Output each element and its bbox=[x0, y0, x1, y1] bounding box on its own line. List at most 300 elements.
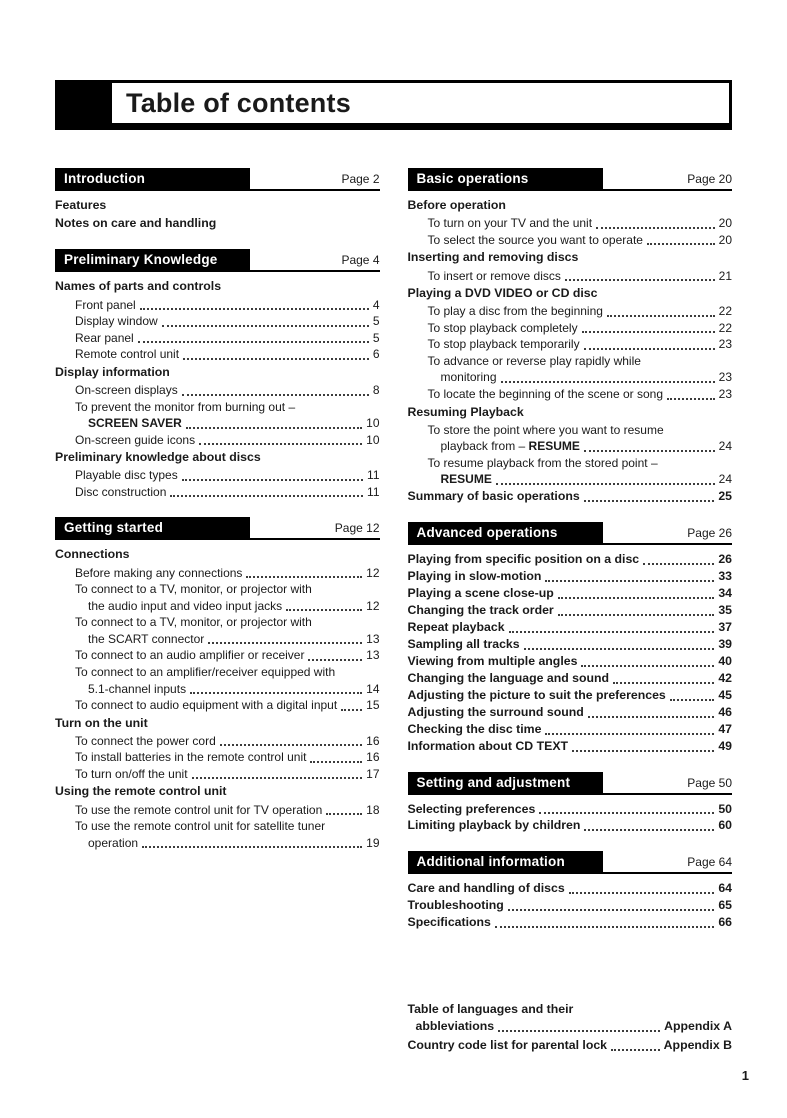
toc-entry-text: 5.1-channel inputs bbox=[88, 681, 187, 696]
toc-entry-label bbox=[75, 484, 166, 501]
toc-entry-row bbox=[75, 467, 380, 484]
dotted-leader bbox=[508, 909, 714, 911]
toc-entry-label bbox=[75, 346, 179, 363]
toc-entry bbox=[408, 455, 733, 488]
toc-entry bbox=[408, 738, 733, 755]
dotted-leader bbox=[310, 761, 362, 763]
toc-entry-text: Information about CD TEXT bbox=[407, 738, 569, 753]
dotted-leader bbox=[558, 597, 715, 599]
toc-entry-text: operation bbox=[88, 835, 139, 850]
toc-entry-text: To select the source you want to operate bbox=[427, 232, 643, 247]
toc-entry-page: 18 bbox=[366, 802, 380, 817]
toc-entry bbox=[408, 232, 733, 249]
dotted-leader bbox=[190, 692, 362, 694]
toc-entry-line1: Table of languages and their bbox=[407, 1002, 574, 1017]
toc-entry-text: Before making any connections bbox=[75, 565, 243, 580]
toc-entry-text: Troubleshooting bbox=[407, 898, 504, 913]
section-page-label: Page 12 bbox=[334, 521, 380, 536]
dotted-leader bbox=[326, 813, 362, 815]
dotted-leader bbox=[140, 308, 369, 310]
section-header bbox=[55, 249, 380, 272]
toc-entry-row bbox=[75, 766, 380, 783]
toc-entry-text: To play a disc from the beginning bbox=[427, 304, 603, 319]
toc-entry bbox=[55, 614, 380, 647]
toc-entry-label bbox=[428, 268, 561, 285]
toc-entry-page: 23 bbox=[718, 370, 732, 385]
toc-entry-page: 21 bbox=[718, 268, 732, 283]
toc-entry-page: 65 bbox=[718, 898, 732, 913]
dotted-leader bbox=[584, 500, 715, 502]
toc-entry bbox=[408, 801, 733, 818]
toc-entry bbox=[55, 467, 380, 484]
toc-entry bbox=[55, 818, 380, 851]
toc-entry bbox=[55, 432, 380, 449]
toc-entry bbox=[408, 320, 733, 337]
dotted-leader bbox=[539, 812, 714, 814]
toc-entry bbox=[408, 817, 733, 834]
dotted-leader bbox=[501, 381, 715, 383]
toc-entry-row bbox=[408, 653, 733, 670]
dotted-leader bbox=[509, 631, 715, 633]
dotted-leader bbox=[182, 394, 369, 396]
section-title-bar: Advanced operations bbox=[408, 522, 603, 543]
toc-entry-text: To stop playback completely bbox=[427, 320, 578, 335]
section-title-bar: Basic operations bbox=[408, 168, 603, 189]
toc-heading: Playing a DVD VIDEO or CD disc bbox=[407, 286, 598, 301]
toc-entry-page: 19 bbox=[366, 835, 380, 850]
dotted-leader bbox=[162, 325, 369, 327]
toc-entry-page: 50 bbox=[718, 801, 732, 816]
toc-entry-label bbox=[408, 1037, 608, 1054]
dotted-leader bbox=[572, 750, 714, 752]
toc-entry-row bbox=[428, 268, 733, 285]
dotted-leader bbox=[584, 829, 714, 831]
toc-entry-page: 39 bbox=[718, 636, 732, 651]
toc-entry-page: Appendix A bbox=[664, 1019, 732, 1034]
dotted-leader bbox=[341, 709, 362, 711]
toc-entry-row bbox=[408, 897, 733, 914]
toc-heading: Resuming Playback bbox=[407, 404, 524, 419]
toc-entry-label bbox=[88, 835, 138, 852]
dotted-leader bbox=[183, 358, 369, 360]
toc-entry-text: To use the remote control unit for TV operation bbox=[75, 802, 323, 817]
dotted-leader bbox=[565, 279, 715, 281]
toc-entry-label bbox=[408, 670, 610, 687]
toc-entry-page: Appendix B bbox=[663, 1038, 732, 1053]
toc-entry bbox=[408, 880, 733, 897]
toc-entry-page: 5 bbox=[372, 330, 380, 345]
toc-entry-page: 49 bbox=[718, 738, 732, 753]
toc-entry-page: 13 bbox=[366, 631, 380, 646]
toc-right-sections bbox=[408, 168, 733, 931]
toc-entry-row bbox=[75, 415, 380, 432]
toc-entry-row bbox=[428, 320, 733, 337]
toc-entry-text: Changing the language and sound bbox=[407, 670, 610, 685]
toc-entry-page: 14 bbox=[366, 681, 380, 696]
section-title-bar: Additional information bbox=[408, 851, 603, 872]
toc-entry-page: 40 bbox=[718, 653, 732, 668]
toc-entry-text: Limiting playback by children bbox=[407, 818, 581, 833]
toc-entry bbox=[55, 484, 380, 501]
toc-entry-label bbox=[408, 817, 581, 834]
dotted-leader bbox=[584, 348, 715, 350]
toc-entry-label bbox=[408, 801, 536, 818]
toc-entry-page: 66 bbox=[718, 915, 732, 930]
toc-entry bbox=[408, 1037, 733, 1054]
section-title-bar: Introduction bbox=[55, 168, 250, 189]
dotted-leader bbox=[246, 576, 362, 578]
toc-entry bbox=[55, 382, 380, 399]
toc-entry-label bbox=[75, 313, 158, 330]
dotted-leader bbox=[584, 450, 715, 452]
toc-heading: Inserting and removing discs bbox=[407, 250, 579, 265]
toc-section bbox=[408, 772, 733, 835]
toc-entry bbox=[408, 353, 733, 386]
dotted-leader bbox=[192, 777, 363, 779]
toc-entry-label bbox=[408, 738, 569, 755]
toc-entry-label bbox=[88, 598, 282, 615]
toc-entry-page: 64 bbox=[718, 881, 732, 896]
toc-entry-label bbox=[428, 303, 603, 320]
toc-entry-row bbox=[75, 631, 380, 648]
toc-entry-row bbox=[408, 551, 733, 568]
dotted-leader bbox=[588, 716, 715, 718]
toc-entry bbox=[55, 697, 380, 714]
toc-heading: Using the remote control unit bbox=[55, 784, 227, 799]
toc-entry-row bbox=[408, 817, 733, 834]
toc-entry-text: Remote control unit bbox=[75, 347, 180, 362]
toc-section bbox=[55, 249, 380, 500]
section-page-label: Page 2 bbox=[341, 172, 380, 186]
toc-entry-text: monitoring bbox=[440, 370, 497, 385]
toc-entry-text: Playing a scene close-up bbox=[407, 585, 554, 600]
toc-entry-text: Sampling all tracks bbox=[407, 636, 520, 651]
toc-entry-page: 16 bbox=[366, 750, 380, 765]
toc-entry-label bbox=[428, 386, 664, 403]
toc-heading: Before operation bbox=[407, 198, 506, 212]
toc-entry bbox=[55, 664, 380, 697]
toc-entry-row bbox=[75, 647, 380, 664]
section-header bbox=[55, 517, 380, 540]
section-header bbox=[408, 851, 733, 874]
dotted-leader bbox=[220, 744, 362, 746]
dotted-leader bbox=[495, 926, 714, 928]
toc-entry-row bbox=[408, 914, 733, 931]
toc-entry-label bbox=[408, 619, 505, 636]
toc-entry-line1: To store the point where you want to resume bbox=[427, 422, 664, 437]
toc-entry-row bbox=[408, 585, 733, 602]
dotted-leader bbox=[170, 495, 363, 497]
dotted-leader bbox=[498, 1030, 660, 1032]
dotted-leader bbox=[208, 642, 362, 644]
section-header bbox=[408, 522, 733, 545]
toc-entry-page: 26 bbox=[718, 551, 732, 566]
toc-entry-page: 35 bbox=[718, 602, 732, 617]
toc-entry-label bbox=[408, 914, 491, 931]
toc-entry-label bbox=[408, 687, 666, 704]
header-black-block bbox=[58, 83, 112, 123]
toc-entry-page: 37 bbox=[718, 619, 732, 634]
toc-entry-line1: To resume playback from the stored point – bbox=[427, 455, 658, 470]
toc-entry-label bbox=[441, 438, 580, 455]
toc-entry-text: To turn on/off the unit bbox=[75, 766, 188, 781]
toc-entry-row bbox=[428, 303, 733, 320]
dotted-leader bbox=[186, 427, 362, 429]
toc-entry-label bbox=[88, 415, 182, 432]
section-page-label: Page 50 bbox=[687, 775, 732, 790]
toc-entry-page: 4 bbox=[372, 297, 380, 312]
toc-entry bbox=[55, 297, 380, 314]
toc-entry-text: Viewing from multiple angles bbox=[407, 653, 578, 668]
toc-entry-line1: To advance or reverse play rapidly while bbox=[427, 353, 641, 368]
toc-entry-row bbox=[428, 438, 733, 455]
toc-entry-page: 22 bbox=[718, 320, 732, 335]
dotted-leader bbox=[142, 846, 362, 848]
page-header bbox=[55, 80, 732, 130]
toc-entry bbox=[408, 303, 733, 320]
toc-entry-row bbox=[428, 471, 733, 488]
toc-entry bbox=[408, 1001, 733, 1035]
toc-entry-label bbox=[75, 565, 242, 582]
toc-entry-line1: To connect to a TV, monitor, or projector with bbox=[75, 615, 312, 630]
toc-appendix bbox=[408, 1001, 733, 1054]
toc-entry-label bbox=[441, 369, 497, 386]
toc-entry-label bbox=[75, 697, 337, 714]
dotted-leader bbox=[670, 699, 715, 701]
toc-entry-row bbox=[428, 336, 733, 353]
toc-entry-label bbox=[408, 897, 504, 914]
toc-entry-label bbox=[408, 653, 578, 670]
toc-entry-row bbox=[408, 738, 733, 755]
toc-entry bbox=[408, 215, 733, 232]
section-title-bar: Getting started bbox=[55, 517, 250, 538]
toc-entry bbox=[55, 733, 380, 750]
toc-entry-line1: To connect to a TV, monitor, or projector with bbox=[75, 582, 312, 597]
toc-entry-label bbox=[75, 647, 304, 664]
section-page-label: Page 20 bbox=[687, 172, 732, 186]
toc-entry-text: Repeat playback bbox=[407, 619, 505, 634]
toc-entry-label bbox=[408, 721, 542, 738]
toc-entry-text: To connect to an audio amplifier or receiver bbox=[75, 648, 305, 663]
toc-entry-label bbox=[75, 802, 322, 819]
toc-entry-line1: To use the remote control unit for satellite tuner bbox=[75, 819, 326, 834]
toc-entry-text: Checking the disc time bbox=[407, 721, 542, 736]
toc-entry bbox=[408, 386, 733, 403]
toc-entry-text: Specifications bbox=[407, 915, 491, 930]
toc-entry bbox=[55, 346, 380, 363]
toc-entry-text: Playing from specific position on a disc bbox=[407, 551, 640, 566]
section-page-label: Page 4 bbox=[341, 253, 380, 268]
toc-entry-text: To insert or remove discs bbox=[427, 268, 561, 283]
toc-entry bbox=[408, 687, 733, 704]
toc-entry-label bbox=[441, 471, 492, 488]
toc-entry-text: To connect the power cord bbox=[75, 733, 216, 748]
toc-entry-label bbox=[408, 602, 554, 619]
toc-entry bbox=[408, 653, 733, 670]
toc-entry bbox=[408, 704, 733, 721]
dotted-leader bbox=[647, 243, 715, 245]
toc-entry-page: 23 bbox=[718, 337, 732, 352]
toc-entry bbox=[55, 581, 380, 614]
section-title-bar: Setting and adjustment bbox=[408, 772, 603, 793]
toc-entry bbox=[55, 766, 380, 783]
toc-entry bbox=[55, 330, 380, 347]
toc-entry-page: 16 bbox=[366, 733, 380, 748]
toc-section bbox=[55, 168, 380, 232]
toc-entry-line1: To connect to an amplifier/receiver equipped with bbox=[75, 664, 336, 679]
toc-entry-page: 15 bbox=[366, 698, 380, 713]
toc-entry-label bbox=[88, 681, 186, 698]
toc-heading: Names of parts and controls bbox=[55, 279, 222, 294]
toc-entry-row bbox=[408, 687, 733, 704]
toc-entry-page: 17 bbox=[366, 766, 380, 781]
toc-entry-label bbox=[408, 551, 640, 568]
dotted-leader bbox=[138, 341, 369, 343]
toc-entry-label bbox=[408, 704, 584, 721]
toc-entry-row bbox=[408, 721, 733, 738]
toc-entry-text: the audio input and video input jacks bbox=[88, 598, 283, 613]
toc-entry-row bbox=[75, 297, 380, 314]
toc-entry-line1: To prevent the monitor from burning out – bbox=[75, 399, 296, 414]
toc-entry-text: Adjusting the picture to suit the preferences bbox=[407, 687, 666, 702]
toc-entry bbox=[55, 313, 380, 330]
dotted-leader bbox=[308, 659, 362, 661]
toc-entry-row bbox=[428, 369, 733, 386]
toc-entry-label bbox=[428, 215, 593, 232]
toc-entry-text: Disc construction bbox=[75, 484, 167, 499]
toc-entry-label bbox=[88, 631, 204, 648]
toc-entry-row bbox=[428, 232, 733, 249]
toc-entry-label bbox=[75, 382, 178, 399]
toc-entry-row bbox=[75, 598, 380, 615]
toc-entry-page: 46 bbox=[718, 704, 732, 719]
dotted-leader bbox=[613, 682, 714, 684]
toc-entry bbox=[408, 897, 733, 914]
toc-entry-text: Care and handling of discs bbox=[407, 881, 565, 896]
toc-entry-page: 23 bbox=[718, 386, 732, 401]
toc-entry-bold-text: SCREEN SAVER bbox=[88, 416, 182, 431]
toc-entry-label bbox=[428, 320, 578, 337]
toc-entry-label bbox=[408, 585, 554, 602]
toc-entry-page: 13 bbox=[366, 648, 380, 663]
toc-entry-page: 12 bbox=[366, 565, 380, 580]
toc-entry-text: Display window bbox=[75, 314, 158, 329]
toc-entry-page: 25 bbox=[718, 488, 732, 503]
section-header bbox=[408, 168, 733, 191]
toc-entry bbox=[55, 749, 380, 766]
toc-entry-text: Summary of basic operations bbox=[407, 488, 580, 503]
dotted-leader bbox=[643, 563, 714, 565]
toc-entry-text: On-screen guide icons bbox=[75, 432, 196, 447]
toc-entry bbox=[408, 619, 733, 636]
toc-entry-label bbox=[428, 336, 580, 353]
toc-entry-label bbox=[428, 232, 643, 249]
toc-entry-row bbox=[428, 386, 733, 403]
toc-entry-text: To turn on your TV and the unit bbox=[427, 216, 593, 231]
toc-left-column bbox=[55, 168, 380, 1056]
toc-entry-label bbox=[75, 749, 306, 766]
section-page-label: Page 64 bbox=[687, 855, 732, 870]
toc-entry-label bbox=[408, 488, 580, 505]
dotted-leader bbox=[545, 580, 714, 582]
toc-entry-text: Playing in slow-motion bbox=[407, 568, 542, 583]
toc-entry bbox=[55, 565, 380, 582]
toc-entry-label bbox=[75, 297, 136, 314]
toc-entry-page: 6 bbox=[372, 347, 380, 362]
toc-entry-row bbox=[75, 484, 380, 501]
toc-entry-row bbox=[75, 802, 380, 819]
dotted-leader bbox=[607, 315, 715, 317]
toc-entry-row bbox=[408, 670, 733, 687]
toc-entry-label bbox=[408, 636, 520, 653]
toc-entry-label bbox=[408, 568, 542, 585]
dotted-leader bbox=[582, 331, 715, 333]
toc-section bbox=[408, 851, 733, 931]
toc-entry-row bbox=[75, 697, 380, 714]
section-title-bar: Preliminary Knowledge bbox=[55, 249, 250, 270]
toc-entry-page: 60 bbox=[718, 818, 732, 833]
toc-entry-bold-text: RESUME bbox=[440, 472, 492, 487]
dotted-leader bbox=[581, 665, 714, 667]
toc-entry-label bbox=[408, 880, 565, 897]
toc-entry bbox=[408, 268, 733, 285]
toc-entry bbox=[55, 399, 380, 432]
toc-entry-text: Changing the track order bbox=[407, 602, 554, 617]
toc-entry-text: Selecting preferences bbox=[407, 801, 536, 816]
toc-section bbox=[408, 168, 733, 505]
toc-entry-text: Country code list for parental lock bbox=[407, 1038, 608, 1053]
toc-entry-page: 45 bbox=[718, 687, 732, 702]
toc-entry-page: 11 bbox=[367, 484, 380, 499]
toc-entry-bold-text: RESUME bbox=[528, 439, 580, 454]
page-title: Table of contents bbox=[126, 87, 351, 118]
toc-entry-text: Front panel bbox=[75, 297, 136, 312]
dotted-leader bbox=[569, 892, 715, 894]
toc-entry-page: 47 bbox=[718, 721, 732, 736]
toc-entry-label bbox=[75, 733, 216, 750]
toc-entry-row bbox=[408, 602, 733, 619]
dotted-leader bbox=[558, 614, 715, 616]
toc-entry-text: On-screen displays bbox=[75, 383, 178, 397]
toc-entry-row bbox=[75, 681, 380, 698]
toc-entry bbox=[408, 568, 733, 585]
dotted-leader bbox=[596, 227, 715, 229]
toc-heading: Connections bbox=[55, 547, 130, 562]
toc-entry-text: Playable disc types bbox=[75, 468, 178, 483]
dotted-leader bbox=[545, 733, 714, 735]
toc-entry bbox=[408, 488, 733, 505]
toc-entry-page: 20 bbox=[718, 232, 732, 247]
toc-entry-label bbox=[75, 766, 188, 783]
toc-entry-row bbox=[408, 568, 733, 585]
toc-entry-text: playback from – bbox=[440, 439, 529, 454]
toc-entry-page: 10 bbox=[366, 416, 380, 431]
toc-entry-row bbox=[408, 1037, 733, 1054]
toc-entry-row bbox=[408, 880, 733, 897]
toc-entry-row bbox=[75, 565, 380, 582]
dotted-leader bbox=[496, 483, 715, 485]
toc-entry-page: 5 bbox=[372, 314, 380, 329]
dotted-leader bbox=[611, 1049, 660, 1051]
toc-entry-page: 11 bbox=[367, 468, 380, 483]
toc-heading: Preliminary knowledge about discs bbox=[55, 450, 261, 465]
dotted-leader bbox=[524, 648, 715, 650]
toc-entry-row bbox=[75, 432, 380, 449]
toc-entry bbox=[408, 721, 733, 738]
toc-entry bbox=[408, 422, 733, 455]
toc-entry bbox=[408, 336, 733, 353]
dotted-leader bbox=[199, 443, 362, 445]
